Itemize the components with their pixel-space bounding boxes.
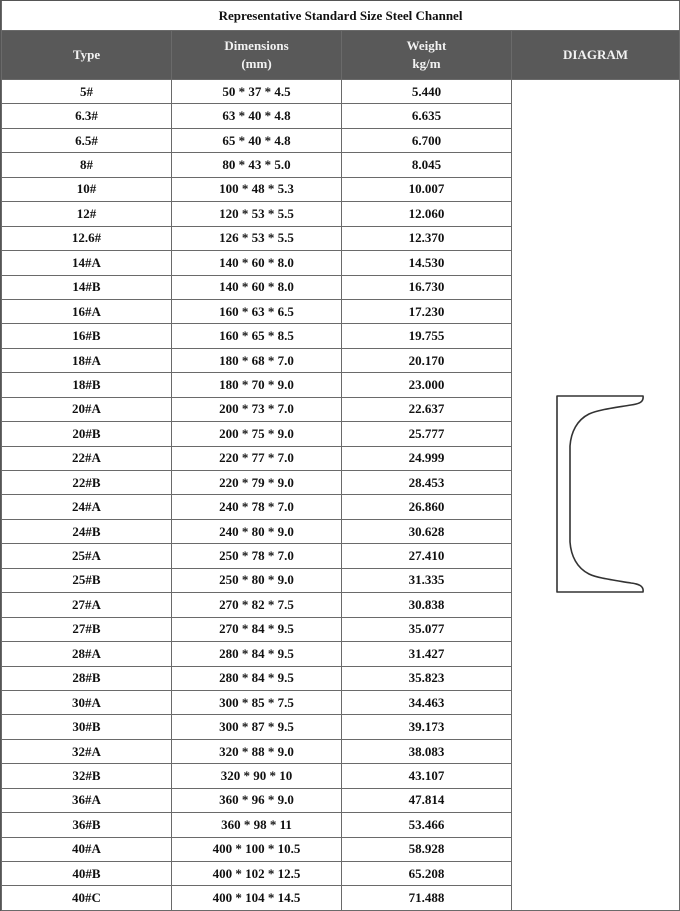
cell-weight: 19.755 xyxy=(342,324,512,348)
cell-type: 30#B xyxy=(2,715,172,739)
cell-dim: 180 * 70 * 9.0 xyxy=(172,373,342,397)
cell-weight: 10.007 xyxy=(342,177,512,201)
cell-type: 14#B xyxy=(2,275,172,299)
cell-dim: 120 * 53 * 5.5 xyxy=(172,202,342,226)
cell-weight: 8.045 xyxy=(342,153,512,177)
cell-weight: 16.730 xyxy=(342,275,512,299)
cell-dim: 50 * 37 * 4.5 xyxy=(172,80,342,104)
cell-weight: 58.928 xyxy=(342,837,512,861)
cell-type: 30#A xyxy=(2,690,172,714)
cell-weight: 34.463 xyxy=(342,690,512,714)
cell-weight: 39.173 xyxy=(342,715,512,739)
cell-dim: 240 * 80 * 9.0 xyxy=(172,519,342,543)
header-weight-unit: kg/m xyxy=(412,56,441,71)
cell-dim: 300 * 85 * 7.5 xyxy=(172,690,342,714)
cell-weight: 35.077 xyxy=(342,617,512,641)
cell-type: 28#B xyxy=(2,666,172,690)
cell-weight: 28.453 xyxy=(342,471,512,495)
cell-type: 6.5# xyxy=(2,128,172,152)
steel-channel-table xyxy=(1,1,680,911)
cell-type: 25#A xyxy=(2,544,172,568)
cell-dim: 360 * 96 * 9.0 xyxy=(172,788,342,812)
cell-type: 6.3# xyxy=(2,104,172,128)
cell-weight: 27.410 xyxy=(342,544,512,568)
cell-type: 32#A xyxy=(2,739,172,763)
cell-dim: 180 * 68 * 7.0 xyxy=(172,348,342,372)
cell-dim: 280 * 84 * 9.5 xyxy=(172,642,342,666)
cell-weight: 35.823 xyxy=(342,666,512,690)
cell-dim: 160 * 63 * 6.5 xyxy=(172,299,342,323)
cell-dim: 140 * 60 * 8.0 xyxy=(172,275,342,299)
cell-weight: 26.860 xyxy=(342,495,512,519)
cell-type: 20#A xyxy=(2,397,172,421)
cell-dim: 400 * 102 * 12.5 xyxy=(172,862,342,886)
cell-dim: 126 * 53 * 5.5 xyxy=(172,226,342,250)
cell-dim: 240 * 78 * 7.0 xyxy=(172,495,342,519)
header-weight-label: Weight xyxy=(406,38,447,53)
column-header-diagram xyxy=(512,31,680,80)
column-header-type xyxy=(2,31,172,80)
column-header-weight xyxy=(342,31,512,80)
cell-type: 36#A xyxy=(2,788,172,812)
cell-type: 24#B xyxy=(2,519,172,543)
cell-type: 12.6# xyxy=(2,226,172,250)
cell-type: 40#B xyxy=(2,862,172,886)
cell-dim: 360 * 98 * 11 xyxy=(172,813,342,837)
cell-type: 10# xyxy=(2,177,172,201)
cell-dim: 270 * 84 * 9.5 xyxy=(172,617,342,641)
cell-type: 32#B xyxy=(2,764,172,788)
cell-type: 27#A xyxy=(2,593,172,617)
steel-channel-cross-section-icon xyxy=(555,394,647,594)
cell-type: 40#C xyxy=(2,886,172,910)
cell-type: 22#A xyxy=(2,446,172,470)
cell-type: 16#A xyxy=(2,299,172,323)
cell-dim: 65 * 40 * 4.8 xyxy=(172,128,342,152)
cell-weight: 12.370 xyxy=(342,226,512,250)
cell-dim: 400 * 104 * 14.5 xyxy=(172,886,342,910)
cell-dim: 80 * 43 * 5.0 xyxy=(172,153,342,177)
cell-type: 28#A xyxy=(2,642,172,666)
cell-weight: 6.700 xyxy=(342,128,512,152)
cell-dim: 100 * 48 * 5.3 xyxy=(172,177,342,201)
cell-type: 8# xyxy=(2,153,172,177)
cell-dim: 63 * 40 * 4.8 xyxy=(172,104,342,128)
cell-dim: 270 * 82 * 7.5 xyxy=(172,593,342,617)
cell-weight: 30.838 xyxy=(342,593,512,617)
cell-weight: 14.530 xyxy=(342,251,512,275)
cell-weight: 53.466 xyxy=(342,813,512,837)
cell-weight: 17.230 xyxy=(342,299,512,323)
diagram-cell xyxy=(512,80,680,911)
cell-weight: 47.814 xyxy=(342,788,512,812)
cell-weight: 6.635 xyxy=(342,104,512,128)
cell-weight: 30.628 xyxy=(342,519,512,543)
cell-type: 14#A xyxy=(2,251,172,275)
cell-weight: 20.170 xyxy=(342,348,512,372)
cell-dim: 320 * 88 * 9.0 xyxy=(172,739,342,763)
cell-weight: 12.060 xyxy=(342,202,512,226)
cell-weight: 23.000 xyxy=(342,373,512,397)
header-diagram-label: DIAGRAM xyxy=(563,47,628,62)
cell-dim: 220 * 79 * 9.0 xyxy=(172,471,342,495)
column-header-dimensions xyxy=(172,31,342,80)
cell-dim: 160 * 65 * 8.5 xyxy=(172,324,342,348)
cell-dim: 280 * 84 * 9.5 xyxy=(172,666,342,690)
cell-type: 18#A xyxy=(2,348,172,372)
cell-dim: 250 * 78 * 7.0 xyxy=(172,544,342,568)
cell-dim: 320 * 90 * 10 xyxy=(172,764,342,788)
cell-weight: 38.083 xyxy=(342,739,512,763)
table-title: Representative Standard Size Steel Channel xyxy=(2,1,680,31)
cell-dim: 140 * 60 * 8.0 xyxy=(172,251,342,275)
cell-type: 36#B xyxy=(2,813,172,837)
cell-weight: 5.440 xyxy=(342,80,512,104)
cell-weight: 24.999 xyxy=(342,446,512,470)
cell-type: 40#A xyxy=(2,837,172,861)
cell-type: 24#A xyxy=(2,495,172,519)
cell-type: 20#B xyxy=(2,422,172,446)
cell-weight: 31.335 xyxy=(342,568,512,592)
cell-type: 25#B xyxy=(2,568,172,592)
cell-weight: 22.637 xyxy=(342,397,512,421)
cell-dim: 300 * 87 * 9.5 xyxy=(172,715,342,739)
cell-type: 12# xyxy=(2,202,172,226)
cell-dim: 200 * 75 * 9.0 xyxy=(172,422,342,446)
cell-weight: 31.427 xyxy=(342,642,512,666)
cell-dim: 400 * 100 * 10.5 xyxy=(172,837,342,861)
cell-dim: 250 * 80 * 9.0 xyxy=(172,568,342,592)
cell-weight: 25.777 xyxy=(342,422,512,446)
cell-type: 22#B xyxy=(2,471,172,495)
cell-type: 18#B xyxy=(2,373,172,397)
cell-type: 16#B xyxy=(2,324,172,348)
cell-type: 5# xyxy=(2,80,172,104)
cell-weight: 71.488 xyxy=(342,886,512,910)
cell-dim: 200 * 73 * 7.0 xyxy=(172,397,342,421)
cell-weight: 43.107 xyxy=(342,764,512,788)
header-type-label: Type xyxy=(72,47,101,62)
cell-weight: 65.208 xyxy=(342,862,512,886)
cell-type: 27#B xyxy=(2,617,172,641)
cell-dim: 220 * 77 * 7.0 xyxy=(172,446,342,470)
table-row xyxy=(2,80,680,104)
header-dimensions-unit: (mm) xyxy=(241,56,272,71)
header-dimensions-label: Dimensions xyxy=(224,38,289,53)
